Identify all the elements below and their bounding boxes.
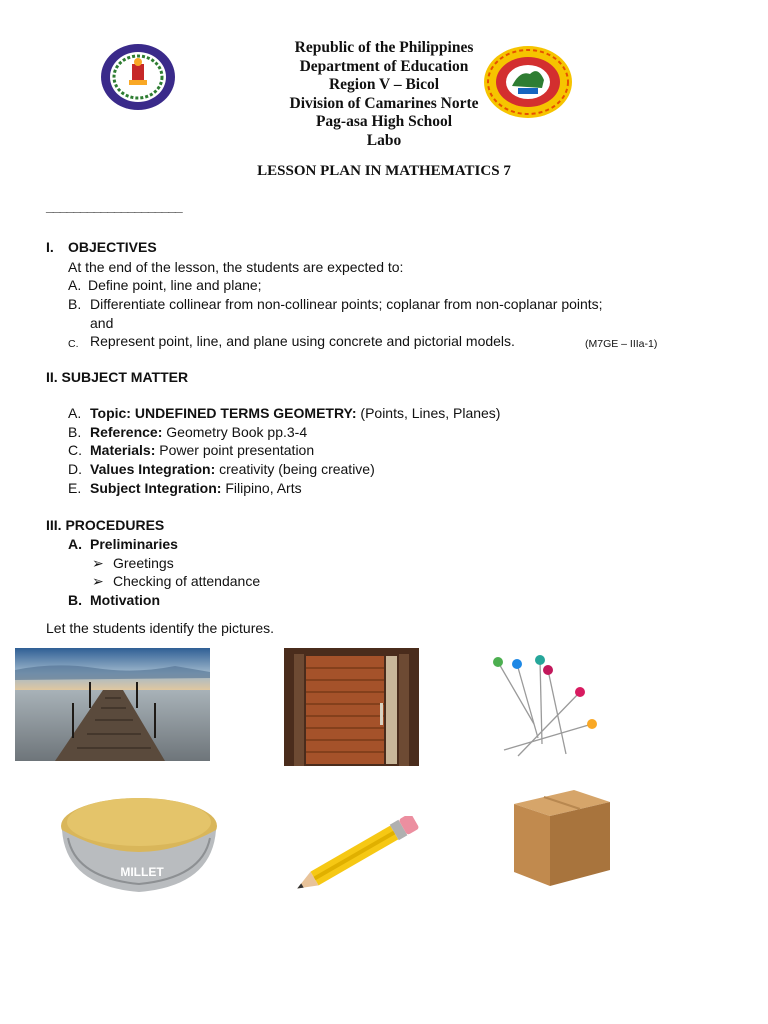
millet-label: MILLET xyxy=(120,865,164,879)
subject-value: (Points, Lines, Planes) xyxy=(356,405,501,421)
arrow-bullet-icon: ➢ xyxy=(92,573,104,589)
push-pins-photo xyxy=(490,652,602,758)
procedure-letter: A. xyxy=(68,536,82,552)
subject-value: Geometry Book pp.3-4 xyxy=(162,424,308,440)
subject-label: Values Integration: xyxy=(90,461,216,477)
subject-letter: B. xyxy=(68,424,82,440)
subject-value: Filipino, Arts xyxy=(221,480,302,496)
millet-bowl-photo xyxy=(56,790,222,896)
subject-label: Topic: UNDEFINED TERMS GEOMETRY: xyxy=(90,405,357,421)
objectives-heading: OBJECTIVES xyxy=(68,239,157,255)
subject-letter: A. xyxy=(68,405,82,421)
subject-letter: C. xyxy=(68,442,82,458)
objective-text: Define point, line and plane; xyxy=(88,277,262,293)
subject-label: Materials: xyxy=(90,442,156,458)
bullet-greetings: Greetings xyxy=(113,555,174,571)
objectives-intro: At the end of the lesson, the students are expected to: xyxy=(68,259,404,275)
lesson-plan-title: LESSON PLAN IN MATHEMATICS 7 xyxy=(257,163,511,179)
wooden-door-photo xyxy=(284,648,419,766)
objectives-number: I. xyxy=(46,239,54,255)
subject-letter: E. xyxy=(68,480,82,496)
cardboard-box-photo xyxy=(510,786,614,888)
preliminaries-label: Preliminaries xyxy=(90,536,178,552)
subject-matter-heading: II. SUBJECT MATTER xyxy=(46,369,189,385)
subject-item-integration xyxy=(90,479,302,497)
competency-code: (M7GE – IIIa-1) xyxy=(585,338,658,350)
arrow-bullet-icon: ➢ xyxy=(92,555,104,571)
objective-text: Differentiate collinear from non-collinear points; coplanar from non-coplanar points; xyxy=(90,296,603,312)
motivation-label: Motivation xyxy=(90,592,160,608)
subject-value: Power point presentation xyxy=(155,442,315,458)
subject-value: creativity (being creative) xyxy=(215,461,375,477)
header-school: Pag-asa High School xyxy=(315,113,453,130)
blank-line: ____________________ xyxy=(46,198,182,214)
objective-text: Represent point, line, and plane using concrete and pictorial models. xyxy=(90,333,515,349)
objective-text-continued: and xyxy=(90,315,114,331)
school-header xyxy=(0,39,768,150)
procedures-heading: III. PROCEDURES xyxy=(46,517,165,533)
subject-label: Reference: xyxy=(90,424,163,440)
header-region: Region V – Bicol xyxy=(328,76,440,93)
header-republic: Republic of the Philippines xyxy=(294,39,474,56)
pencil-photo xyxy=(286,816,428,892)
subject-item-materials xyxy=(90,441,314,459)
subject-item-topic xyxy=(90,404,500,422)
pier-photo xyxy=(15,648,210,761)
objective-letter: A. xyxy=(68,277,82,293)
subject-letter: D. xyxy=(68,461,82,477)
procedure-letter: B. xyxy=(68,592,82,608)
motivation-instruction: Let the students identify the pictures. xyxy=(46,620,275,636)
objective-letter: B. xyxy=(68,296,82,312)
subject-item-values xyxy=(90,460,375,478)
header-department: Department of Education xyxy=(299,57,469,75)
header-division: Division of Camarines Norte xyxy=(289,94,479,112)
subject-label: Subject Integration: xyxy=(90,480,222,496)
objective-letter: C. xyxy=(68,338,79,350)
bullet-attendance: Checking of attendance xyxy=(113,573,261,589)
subject-item-reference xyxy=(90,423,307,441)
header-town: Labo xyxy=(366,131,402,149)
